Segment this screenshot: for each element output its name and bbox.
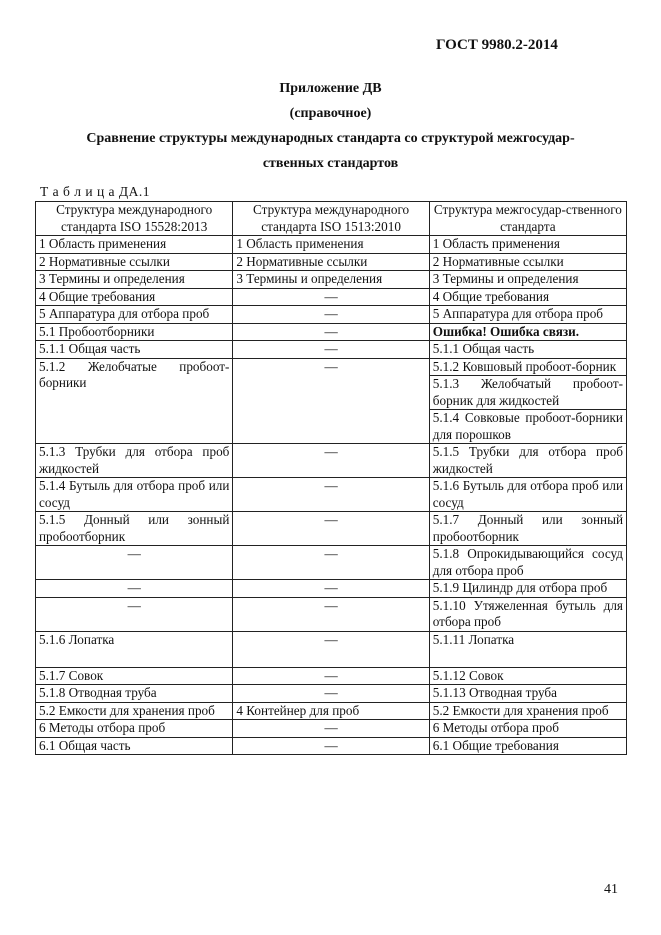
- table-cell: 2 Нормативные ссылки: [429, 253, 626, 271]
- table-cell: 5.1.13 Отводная труба: [429, 685, 626, 703]
- table-row: [36, 253, 627, 271]
- page-number: 41: [604, 882, 618, 897]
- table-cell: 5.1.8 Отводная труба: [36, 685, 233, 703]
- table-cell: 5.1.1 Общая часть: [36, 341, 233, 359]
- table-cell: 6 Методы отбора проб: [36, 720, 233, 738]
- table-cell: 1 Область применения: [36, 236, 233, 254]
- table-cell-dash: —: [233, 512, 429, 546]
- table-cell: 5.1.7 Совок: [36, 667, 233, 685]
- table-cell-dash: —: [233, 580, 429, 598]
- table-cell: 1 Область применения: [233, 236, 429, 254]
- table-header-row: [36, 202, 627, 236]
- table-cell: 3 Термины и определения: [36, 271, 233, 289]
- table-cell-link-error: Ошибка! Ошибка связи.: [429, 323, 626, 341]
- table-cell: 6.1 Общие требования: [429, 737, 626, 755]
- table-cell-dash: —: [36, 546, 233, 580]
- table-cell: 5.1.1 Общая часть: [429, 341, 626, 359]
- appendix-title: Приложение ДВ: [279, 81, 382, 96]
- table-row: [36, 597, 627, 631]
- table-row: [36, 323, 627, 341]
- table-cell: 2 Нормативные ссылки: [36, 253, 233, 271]
- appendix-heading: [30, 76, 631, 176]
- table-cell: 5.1.11 Лопатка: [429, 631, 626, 667]
- column-header-iso-1513: Структура международного стандарта ISO 1513:2010: [233, 202, 429, 236]
- table-cell: 5.2 Емкости для хранения проб: [36, 702, 233, 720]
- table-cell: 4 Общие требования: [429, 288, 626, 306]
- table-cell: 5.1 Пробоотборники: [36, 323, 233, 341]
- table-cell-dash: —: [233, 478, 429, 512]
- table-cell-dash: —: [233, 341, 429, 359]
- table-row: [36, 720, 627, 738]
- table-cell: 5 Аппаратура для отбора проб: [36, 306, 233, 324]
- table-row: [36, 306, 627, 324]
- table-cell: 4 Общие требования: [36, 288, 233, 306]
- table-cell-dash: —: [233, 720, 429, 738]
- appendix-heading-line-2: ственных стандартов: [262, 156, 399, 171]
- table-row: [36, 512, 627, 546]
- table-cell: 5.1.8 Опрокидывающийся сосуд для отбора проб: [429, 546, 626, 580]
- table-cell: 3 Термины и определения: [233, 271, 429, 289]
- table-row: [36, 737, 627, 755]
- structure-comparison-table: [35, 201, 627, 755]
- table-cell: 5.1.9 Цилиндр для отбора проб: [429, 580, 626, 598]
- table-cell-dash: —: [36, 597, 233, 631]
- table-cell: 5.1.2 Ковшовый пробоот-борник: [429, 358, 626, 376]
- table-cell: 5.1.5 Донный или зонный пробоотборник: [36, 512, 233, 546]
- table-cell: 5 Аппаратура для отбора проб: [429, 306, 626, 324]
- table-cell: 5.1.7 Донный или зонный пробоотборник: [429, 512, 626, 546]
- table-row: [36, 444, 627, 478]
- column-header-iso-15528: Структура международного стандарта ISO 15528:2013: [36, 202, 233, 236]
- table-row: [36, 478, 627, 512]
- table-cell: 5.1.4 Бутыль для отбора проб или сосуд: [36, 478, 233, 512]
- table-cell: 5.1.3 Желобчатый пробоот-борник для жидкостей: [429, 376, 626, 410]
- column-header-interstate: Структура межгосудар-ственного стандарта: [429, 202, 626, 236]
- table-cell-dash: —: [233, 444, 429, 478]
- table-cell: 5.1.5 Трубки для отбора проб жидкостей: [429, 444, 626, 478]
- table-cell: 6.1 Общая часть: [36, 737, 233, 755]
- table-cell-dash: —: [233, 323, 429, 341]
- table-cell: 3 Термины и определения: [429, 271, 626, 289]
- table-cell: 5.1.4 Совковые пробоот-борники для порошков: [429, 410, 626, 444]
- table-cell: 5.2 Емкости для хранения проб: [429, 702, 626, 720]
- table-row: [36, 580, 627, 598]
- table-cell-dash: —: [233, 631, 429, 667]
- table-cell-dash: —: [36, 580, 233, 598]
- document-number: ГОСТ 9980.2-2014: [436, 37, 558, 53]
- table-row: [36, 271, 627, 289]
- table-row: [36, 667, 627, 685]
- table-cell-dash: —: [233, 667, 429, 685]
- table-cell-dash: —: [233, 358, 429, 444]
- table-cell-dash: —: [233, 597, 429, 631]
- table-cell: 1 Область применения: [429, 236, 626, 254]
- table-cell-dash: —: [233, 546, 429, 580]
- table-cell: 4 Контейнер для проб: [233, 702, 429, 720]
- table-row: [36, 236, 627, 254]
- table-cell: 6 Методы отбора проб: [429, 720, 626, 738]
- appendix-heading-line-1: Сравнение структуры международных стандарта со структурой межгосудар-: [86, 131, 575, 146]
- table-row: [36, 358, 627, 376]
- table-cell-dash: —: [233, 306, 429, 324]
- table-row: [36, 288, 627, 306]
- table-cell: 5.1.2 Желобчатые пробоот-борники: [36, 358, 233, 444]
- table-row: [36, 341, 627, 359]
- table-cell-dash: —: [233, 288, 429, 306]
- table-row: [36, 546, 627, 580]
- table-cell: 5.1.10 Утяжеленная бутыль для отбора проб: [429, 597, 626, 631]
- table-row: [36, 631, 627, 667]
- table-cell-dash: —: [233, 737, 429, 755]
- table-row: [36, 702, 627, 720]
- table-cell: 5.1.3 Трубки для отбора проб жидкостей: [36, 444, 233, 478]
- table-cell: 5.1.12 Совок: [429, 667, 626, 685]
- table-caption: Т а б л и ц а ДА.1: [40, 184, 150, 199]
- table-row: [36, 685, 627, 703]
- table-cell: 5.1.6 Лопатка: [36, 631, 233, 667]
- table-cell: 5.1.6 Бутыль для отбора проб или сосуд: [429, 478, 626, 512]
- table-cell-dash: —: [233, 685, 429, 703]
- table-cell: 2 Нормативные ссылки: [233, 253, 429, 271]
- appendix-subtitle: (справочное): [289, 106, 372, 121]
